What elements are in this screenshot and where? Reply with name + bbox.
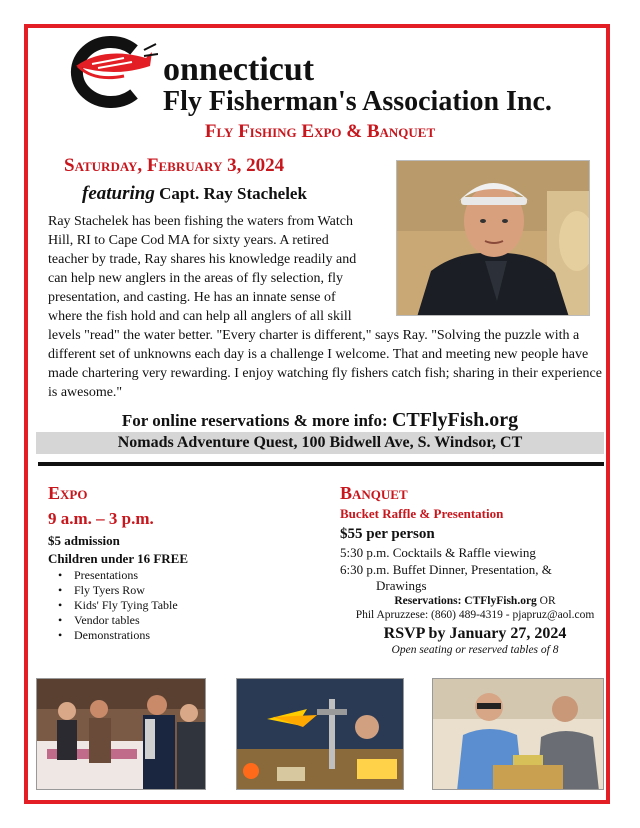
expo-crowd-photo [36, 678, 206, 790]
list-item: • Kids' Fly Tying Table [50, 598, 178, 613]
banquet-heading: Banquet [340, 483, 408, 503]
banquet-contact: Phil Apruzzese: (860) 489-4319 - pjapruz@aol.com [355, 609, 595, 621]
list-item: • Fly Tyers Row [50, 583, 178, 598]
seating-note: Open seating or reserved tables of 8 [391, 644, 559, 656]
reservations-or: OR [539, 595, 556, 607]
reservations-link[interactable]: CTFlyFish.org [464, 595, 537, 607]
event-title: Fly Fishing Expo & Banquet [204, 121, 436, 142]
section-divider [38, 462, 604, 466]
list-item: • Presentations [50, 568, 178, 583]
featuring-label: featuring [82, 183, 155, 204]
online-info [0, 408, 640, 433]
schedule-dinner-cont: Drawings [376, 578, 427, 593]
event-date: Saturday, February 3, 2024 [64, 155, 285, 176]
schedule-dinner: 6:30 p.m. Buffet Dinner, Presentation, & [340, 562, 552, 577]
expo-list [50, 568, 178, 643]
venue-bar: Nomads Adventure Quest, 100 Bidwell Ave, S. Windsor, CT [36, 432, 604, 454]
brand-subtitle: Fly Fisherman's Association Inc. [163, 86, 552, 117]
online-label: For online reservations & more info: [121, 411, 388, 430]
instructors-photo [432, 678, 604, 790]
bio-paragraph-2: levels "read" the water better. "Every charter is different," says Ray. "Solving the puzzle with a different set of unknowns each day is a challenge I welcome. That and meeting new people have made chartering very rewarding. I enjoy watching fly fishers catch fish; sharing in their experience is awesome." [48, 328, 602, 400]
banquet-raffle: Bucket Raffle & Presentation [340, 506, 504, 521]
rsvp-deadline: RSVP by January 27, 2024 [383, 625, 567, 642]
expo-children: Children under 16 FREE [48, 551, 189, 566]
banquet-price: $55 per person [340, 526, 435, 542]
guest-photo [396, 160, 590, 316]
cffa-logo [54, 36, 158, 108]
website-link[interactable]: CTFlyFish.org [391, 409, 519, 431]
list-item: • Vendor tables [50, 613, 178, 628]
expo-time: 9 a.m. – 3 p.m. [48, 509, 154, 528]
reservations-label: Reservations: [394, 595, 462, 607]
brand-name: onnecticut [163, 51, 315, 88]
expo-heading: Expo [48, 483, 88, 503]
expo-admission: $5 admission [48, 533, 120, 548]
featuring-line [82, 182, 307, 206]
bio-paragraph-1: Ray Stachelek has been fishing the waters from Watch Hill, RI to Cape Cod MA for sixty years. A retired teacher by trade, Ray shares his knowledge readily and can help new anglers in the areas of fly selection, fly presentation, and casting. He has an innate sense of where the fish hold and can help all anglers of all skill [48, 214, 357, 324]
list-item: • Demonstrations [50, 628, 178, 643]
featured-guest: Capt. Ray Stachelek [159, 184, 307, 203]
banquet-reservations [330, 594, 620, 609]
fly-tying-photo [236, 678, 404, 790]
schedule-cocktails: 5:30 p.m. Cocktails & Raffle viewing [340, 545, 536, 560]
